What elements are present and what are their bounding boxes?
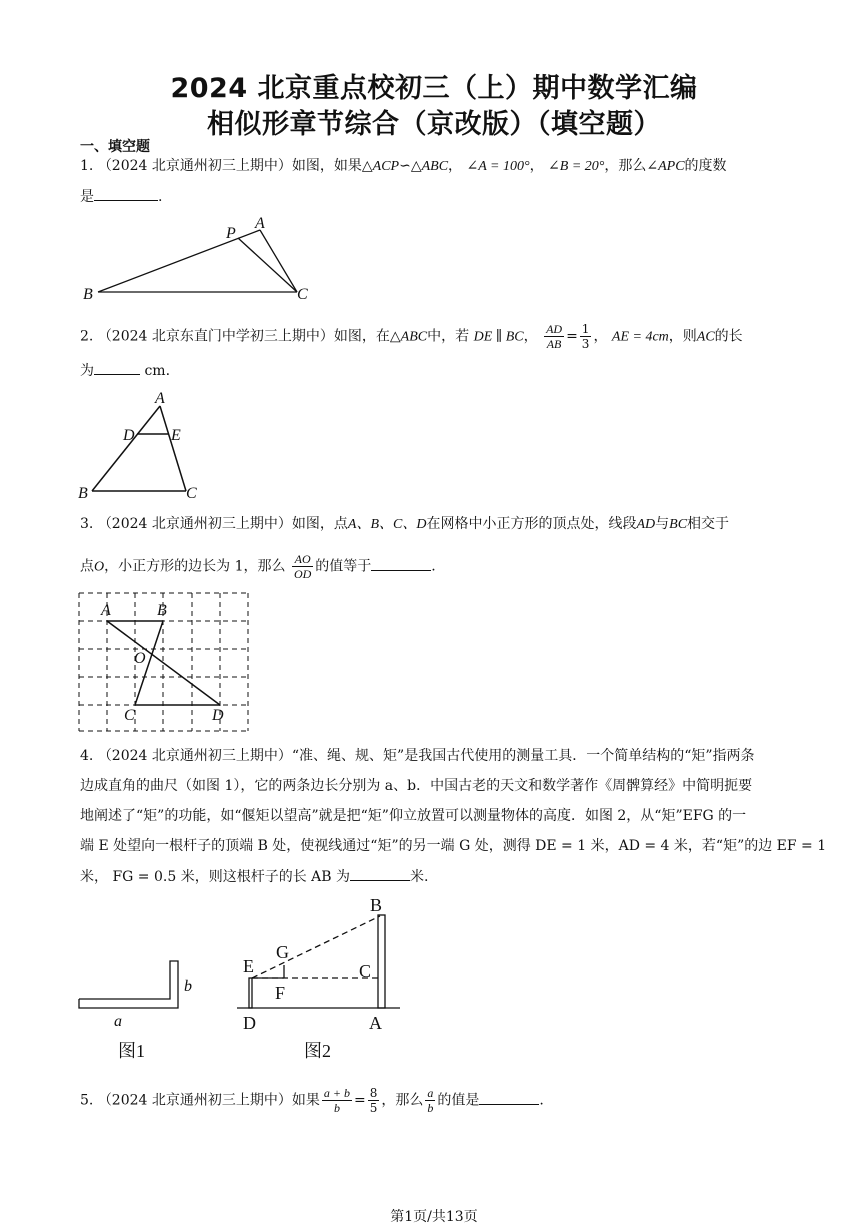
q3-label-A: A	[101, 602, 111, 619]
q4-answer-blank[interactable]	[350, 866, 410, 881]
q1-label-B: B	[83, 286, 93, 303]
q3-answer-blank[interactable]	[371, 556, 431, 571]
q5-tail: 的值是	[437, 1092, 480, 1109]
q5-f2-den: 5	[369, 1101, 378, 1115]
q5-f3-den: b	[427, 1101, 434, 1115]
q2-val-num: 1	[581, 322, 590, 336]
q4-line2: 边成直角的曲尺（如图 1），它的两条边长分别为 a、b．中国古老的天文和数学著作《周髀算经》中简明扼要	[80, 778, 753, 794]
q5-answer-blank[interactable]	[479, 1090, 539, 1105]
q3-number: 3.	[80, 516, 94, 532]
q5-f1-num: a + b	[323, 1086, 351, 1100]
q5-line1	[80, 1086, 544, 1115]
q2-label-D: D	[123, 427, 135, 444]
q2-label-B: B	[78, 485, 88, 502]
q3-line2	[80, 552, 436, 581]
q4-fig2-label-D: D	[243, 1013, 256, 1033]
q2-line2	[80, 360, 170, 381]
q4-fig2-caption: 图2	[304, 1041, 331, 1061]
q2-line2-text: 为	[80, 363, 94, 379]
q1-source: （2024 北京通州初三上期中）如图，如果	[97, 158, 362, 174]
q2-unit: cm.	[144, 363, 171, 379]
q2-val-den: 3	[581, 337, 590, 351]
q2-parallel: DE ∥ BC	[473, 329, 524, 345]
q2-answer-blank[interactable]	[94, 360, 140, 375]
q1-line2	[80, 186, 162, 207]
q1-tail: 的度数	[684, 158, 727, 174]
q5-equals: =	[354, 1092, 366, 1109]
q1-answer-blank[interactable]	[94, 186, 158, 201]
q3-label-B: B	[157, 602, 167, 619]
q5-f2-num: 8	[369, 1086, 378, 1100]
q4-fig2-label-G: G	[276, 942, 289, 962]
page-footer: 第1页/共13页	[390, 1209, 478, 1225]
q1-cond2: ∠B = 20°	[548, 159, 605, 174]
q5-period: .	[539, 1092, 544, 1109]
q3-mid: 在网格中小正方形的顶点处，线段	[426, 516, 637, 532]
q4-fig2-label-A: A	[369, 1013, 382, 1033]
q3-frac-den: OD	[293, 567, 312, 581]
q3-label-C: C	[124, 707, 135, 724]
q1-label-P: P	[226, 225, 236, 242]
q2-tail: 的长	[714, 328, 743, 345]
q5-fraction-1	[322, 1086, 352, 1115]
q3-frac-num: AO	[292, 552, 313, 567]
q2-fraction-value	[580, 322, 592, 351]
q2-fraction-ad-ab	[544, 322, 564, 351]
q4-number: 4.	[80, 748, 94, 764]
q4-fig2-label-F: F	[275, 983, 286, 1003]
q1-line2-text: 是	[80, 189, 94, 205]
q3-fraction	[292, 552, 313, 581]
q3-source: （2024 北京通州初三上期中）如图，点	[97, 516, 348, 532]
doc-title-line2: 相似形章节综合（京改版）（填空题）	[207, 109, 661, 140]
q4-fig2-label-E: E	[243, 956, 254, 976]
q4-line4: 端 E 处望向一根杆子的顶端 B 处，使视线通过“矩”的另一端 G 处，测得 DE = 1 米，AD = 4 米，若“矩”的边 EF = 1	[80, 838, 827, 854]
q1-cond1: ∠A = 100°	[466, 159, 530, 174]
q1-label-C: C	[297, 286, 308, 303]
q2-label-A: A	[155, 390, 165, 407]
q5-f3-num: a	[427, 1086, 434, 1100]
q1-number: 1.	[80, 158, 94, 174]
q3-label-O: O	[134, 650, 146, 667]
q1-ask: 那么	[618, 158, 647, 174]
q2-mid: 中，若	[427, 328, 470, 345]
q1-similar: △ACP∽△ABC	[361, 159, 449, 174]
q1-label-A: A	[255, 215, 265, 232]
q4-text-1: （2024 北京通州初三上期中）“准、绳、规、矩”是我国古代使用的测量工具．一个简单结构的“矩”指两条	[97, 748, 755, 764]
q4-fig1-caption: 图1	[118, 1041, 145, 1061]
q2-ask: ，则	[668, 328, 697, 345]
q3-line1	[80, 514, 729, 535]
q3-points: A、B、C、D	[347, 517, 427, 532]
q3-with: 与	[655, 516, 670, 532]
q2-label-E: E	[171, 427, 181, 444]
q5-fraction-2	[368, 1086, 380, 1115]
q1-target: ∠APC	[646, 159, 685, 174]
q1-line1: 1. （2024 北京通州初三上期中）如图，如果△ACP∽△ABC， ∠A = 100°， ∠B = 20°，那么∠APC的度数	[80, 158, 727, 174]
q2-equals: =	[566, 328, 578, 345]
q4-fig2-label-C: C	[359, 961, 372, 981]
q5-source: （2024 北京通州初三上期中）如果	[97, 1092, 320, 1109]
q4-line3: 地阐述了“矩”的功能，如“偃矩以望高”就是把“矩”仰立放置可以测量物体的高度．如图 2，从“矩”EFG 的一	[80, 808, 747, 824]
q2-source: （2024 北京东直门中学初三上期中）如图，在△	[97, 328, 401, 345]
q2-label-C: C	[186, 485, 197, 502]
q3-label-D: D	[212, 707, 224, 724]
q3-o: O	[94, 559, 105, 575]
q3-line2-b: ，小正方形的边长为 1，那么	[104, 558, 286, 575]
q4-text-5c: 米.	[410, 869, 429, 885]
q4-text-5a: 米，	[80, 869, 108, 885]
q4-line1	[80, 746, 755, 766]
q5-f1-den: b	[333, 1101, 340, 1115]
q4-fig1-label-a: a	[114, 1013, 122, 1030]
q2-line1: 2. （2024 北京东直门中学初三上期中）如图，在△ABC中，若 DE ∥ BC， $\frac{AD}{AB}$ = $\frac{1}{3}$ ， AE = 4cm，则AC的长	[80, 322, 743, 351]
doc-title-line1: 2024 北京重点校初三（上）期中数学汇编	[170, 73, 698, 104]
q5-number: 5.	[80, 1092, 94, 1109]
q2-triangle: ABC	[400, 329, 428, 345]
q3-period: .	[431, 558, 436, 575]
q2-ac: AC	[696, 329, 715, 345]
q3-line2-c: 的值等于	[315, 558, 372, 575]
q3-line2-a: 点	[80, 558, 94, 575]
q3-ad: AD	[636, 517, 656, 532]
q4-fig2-label-B: B	[370, 895, 383, 915]
q3-bc: BC	[669, 517, 688, 532]
q4-line5	[80, 866, 428, 887]
q2-frac-den: AB	[546, 337, 562, 351]
q4-text-5b: FG = 0.5 米，则这根杆子的长 AB 为	[112, 869, 350, 885]
q4-fig1-label-b: b	[184, 978, 192, 995]
q3-tail: 相交于	[687, 516, 730, 532]
q2-ae: AE = 4cm	[611, 329, 669, 345]
q2-frac-num: AD	[546, 322, 563, 336]
q5-mid: ，那么	[381, 1092, 424, 1109]
q5-fraction-3	[425, 1086, 435, 1115]
q1-period: .	[158, 189, 163, 205]
section-heading: 一、填空题	[80, 139, 150, 155]
q2-number: 2.	[80, 328, 94, 345]
